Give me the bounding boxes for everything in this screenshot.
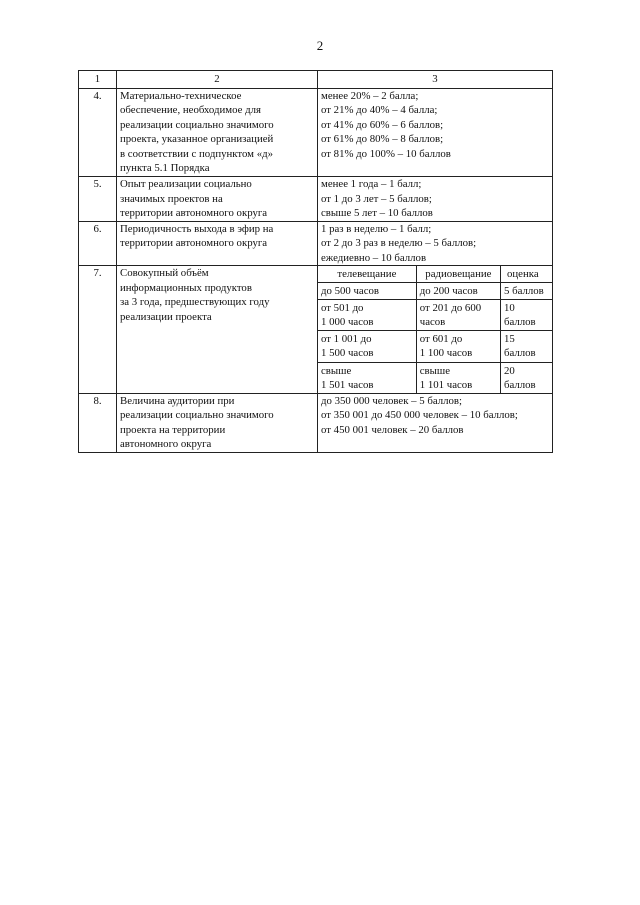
criterion-line: реализации социально значимого bbox=[120, 118, 274, 131]
score-line: менее 1 года – 1 балл; bbox=[321, 177, 422, 190]
cell-line: часов bbox=[419, 316, 446, 329]
score-line: от 1 до 3 лет – 5 баллов; bbox=[321, 192, 432, 205]
criterion-line: Материально-техническое bbox=[120, 89, 242, 102]
scores-cell bbox=[318, 221, 553, 266]
score-line: от 450 001 человек – 20 баллов bbox=[321, 423, 464, 436]
table-row bbox=[79, 88, 553, 176]
subtable-row bbox=[318, 300, 552, 331]
criterion-line: проекта, указанное организацией bbox=[120, 133, 274, 146]
score-line: от 81% до 100% – 10 баллов bbox=[321, 147, 451, 160]
page-number: 2 bbox=[316, 38, 324, 53]
cell-line: 1 101 часов bbox=[419, 378, 473, 391]
subtable-cell-score bbox=[501, 300, 553, 331]
header-cell-1: 1 bbox=[79, 71, 117, 89]
score-line: ежедиевно – 10 баллов bbox=[321, 251, 427, 264]
subtable-header-tv: телевещание bbox=[318, 266, 416, 283]
criterion-line: автономного округа bbox=[120, 438, 212, 451]
criterion-cell bbox=[117, 221, 318, 266]
score-line: от 61% до 80% – 8 баллов; bbox=[321, 133, 444, 146]
subtable-header-radio: радиовещание bbox=[416, 266, 500, 283]
cell-line: от 1 001 до bbox=[321, 333, 372, 346]
criterion-cell bbox=[117, 176, 318, 221]
row-number: 6. bbox=[79, 221, 117, 266]
criterion-line: реализации проекта bbox=[120, 311, 212, 323]
cell-line: до 200 часов bbox=[419, 285, 478, 298]
criterion-line: реализации социально значимого bbox=[120, 409, 274, 422]
criterion-line: информационных продуктов bbox=[120, 281, 252, 294]
subtable-cell-tv bbox=[318, 283, 416, 300]
criterion-line: значимых проектов на bbox=[120, 192, 223, 205]
score-line: от 2 до 3 раз в неделю – 5 баллов; bbox=[321, 237, 477, 250]
row-number: 4. bbox=[79, 88, 117, 176]
cell-line: до 500 часов bbox=[321, 285, 379, 298]
score-line: до 350 000 человек – 5 баллов; bbox=[321, 394, 463, 407]
cell-line: свыше bbox=[321, 364, 352, 377]
subtable-row bbox=[318, 283, 552, 300]
volume-subtable-cell bbox=[318, 266, 553, 393]
subtable-cell-radio bbox=[416, 331, 500, 362]
cell-line: от 201 до 600 bbox=[419, 302, 482, 315]
subtable-cell-score bbox=[501, 283, 553, 300]
cell-line: от 501 до bbox=[321, 302, 364, 315]
header-cell-3: 3 bbox=[318, 71, 553, 89]
subtable-cell-tv bbox=[318, 331, 416, 362]
row-number: 8. bbox=[79, 393, 117, 452]
score-line: менее 20% – 2 балла; bbox=[321, 89, 419, 102]
cell-line: 5 баллов bbox=[504, 285, 544, 298]
table-row bbox=[79, 266, 553, 393]
cell-line: свыше bbox=[419, 364, 451, 377]
criterion-line: территории автономного округа bbox=[120, 207, 268, 220]
subtable-row bbox=[318, 362, 552, 393]
criterion-line: пункта 5.1 Порядка bbox=[120, 162, 210, 175]
cell-line: 10 баллов bbox=[504, 302, 536, 329]
criterion-line: территории автономного округа bbox=[120, 237, 268, 250]
table-row bbox=[79, 393, 553, 452]
subtable-cell-radio bbox=[416, 300, 500, 331]
cell-line: 15 баллов bbox=[504, 333, 536, 360]
cell-line: 1 501 часов bbox=[321, 378, 374, 391]
criterion-line: Опыт реализации социально bbox=[120, 177, 252, 190]
subtable-cell-radio bbox=[416, 362, 500, 393]
criterion-line: проекта на территории bbox=[120, 423, 226, 436]
scores-cell bbox=[318, 88, 553, 176]
criterion-cell bbox=[117, 266, 318, 393]
subtable-cell-tv bbox=[318, 362, 416, 393]
subtable-header-score: оценка bbox=[501, 266, 553, 283]
scores-cell bbox=[318, 393, 553, 452]
scores-cell bbox=[318, 176, 553, 221]
criterion-line: обеспечение, необходимое для bbox=[120, 104, 261, 117]
subtable-cell-radio bbox=[416, 283, 500, 300]
cell-line: 1 000 часов bbox=[321, 316, 374, 329]
criterion-cell bbox=[117, 88, 318, 176]
score-line: 1 раз в неделю – 1 балл; bbox=[321, 222, 432, 235]
criteria-table bbox=[78, 70, 553, 453]
table-row bbox=[79, 176, 553, 221]
criterion-line: за 3 года, предшествующих году bbox=[120, 296, 270, 309]
row-number: 5. bbox=[79, 176, 117, 221]
subtable-cell-tv bbox=[318, 300, 416, 331]
criterion-line: Периодичность выхода в эфир на bbox=[120, 222, 274, 235]
subtable-cell-score bbox=[501, 331, 553, 362]
score-line: от 41% до 60% – 6 баллов; bbox=[321, 118, 444, 131]
subtable-row bbox=[318, 331, 552, 362]
criterion-cell bbox=[117, 393, 318, 452]
volume-subtable bbox=[318, 266, 552, 392]
criterion-line: Совокупный объём bbox=[120, 267, 209, 280]
row-number: 7. bbox=[79, 266, 117, 393]
score-line: свыше 5 лет – 10 баллов bbox=[321, 207, 433, 220]
score-line: от 350 001 до 450 000 человек – 10 баллов; bbox=[321, 409, 518, 422]
header-cell-2: 2 bbox=[117, 71, 318, 89]
cell-line: от 601 до bbox=[419, 333, 463, 346]
criterion-line: в соответствии с подпунктом «д» bbox=[120, 147, 274, 160]
cell-line: 1 100 часов bbox=[419, 347, 473, 360]
subtable-cell-score bbox=[501, 362, 553, 393]
table-row bbox=[79, 221, 553, 266]
subtable-header-row bbox=[318, 266, 552, 283]
criterion-line: Величина аудитории при bbox=[120, 394, 235, 407]
cell-line: 20 баллов bbox=[504, 364, 536, 391]
table-header-row bbox=[79, 71, 553, 89]
score-line: от 21% до 40% – 4 балла; bbox=[321, 104, 438, 117]
cell-line: 1 500 часов bbox=[321, 347, 374, 360]
